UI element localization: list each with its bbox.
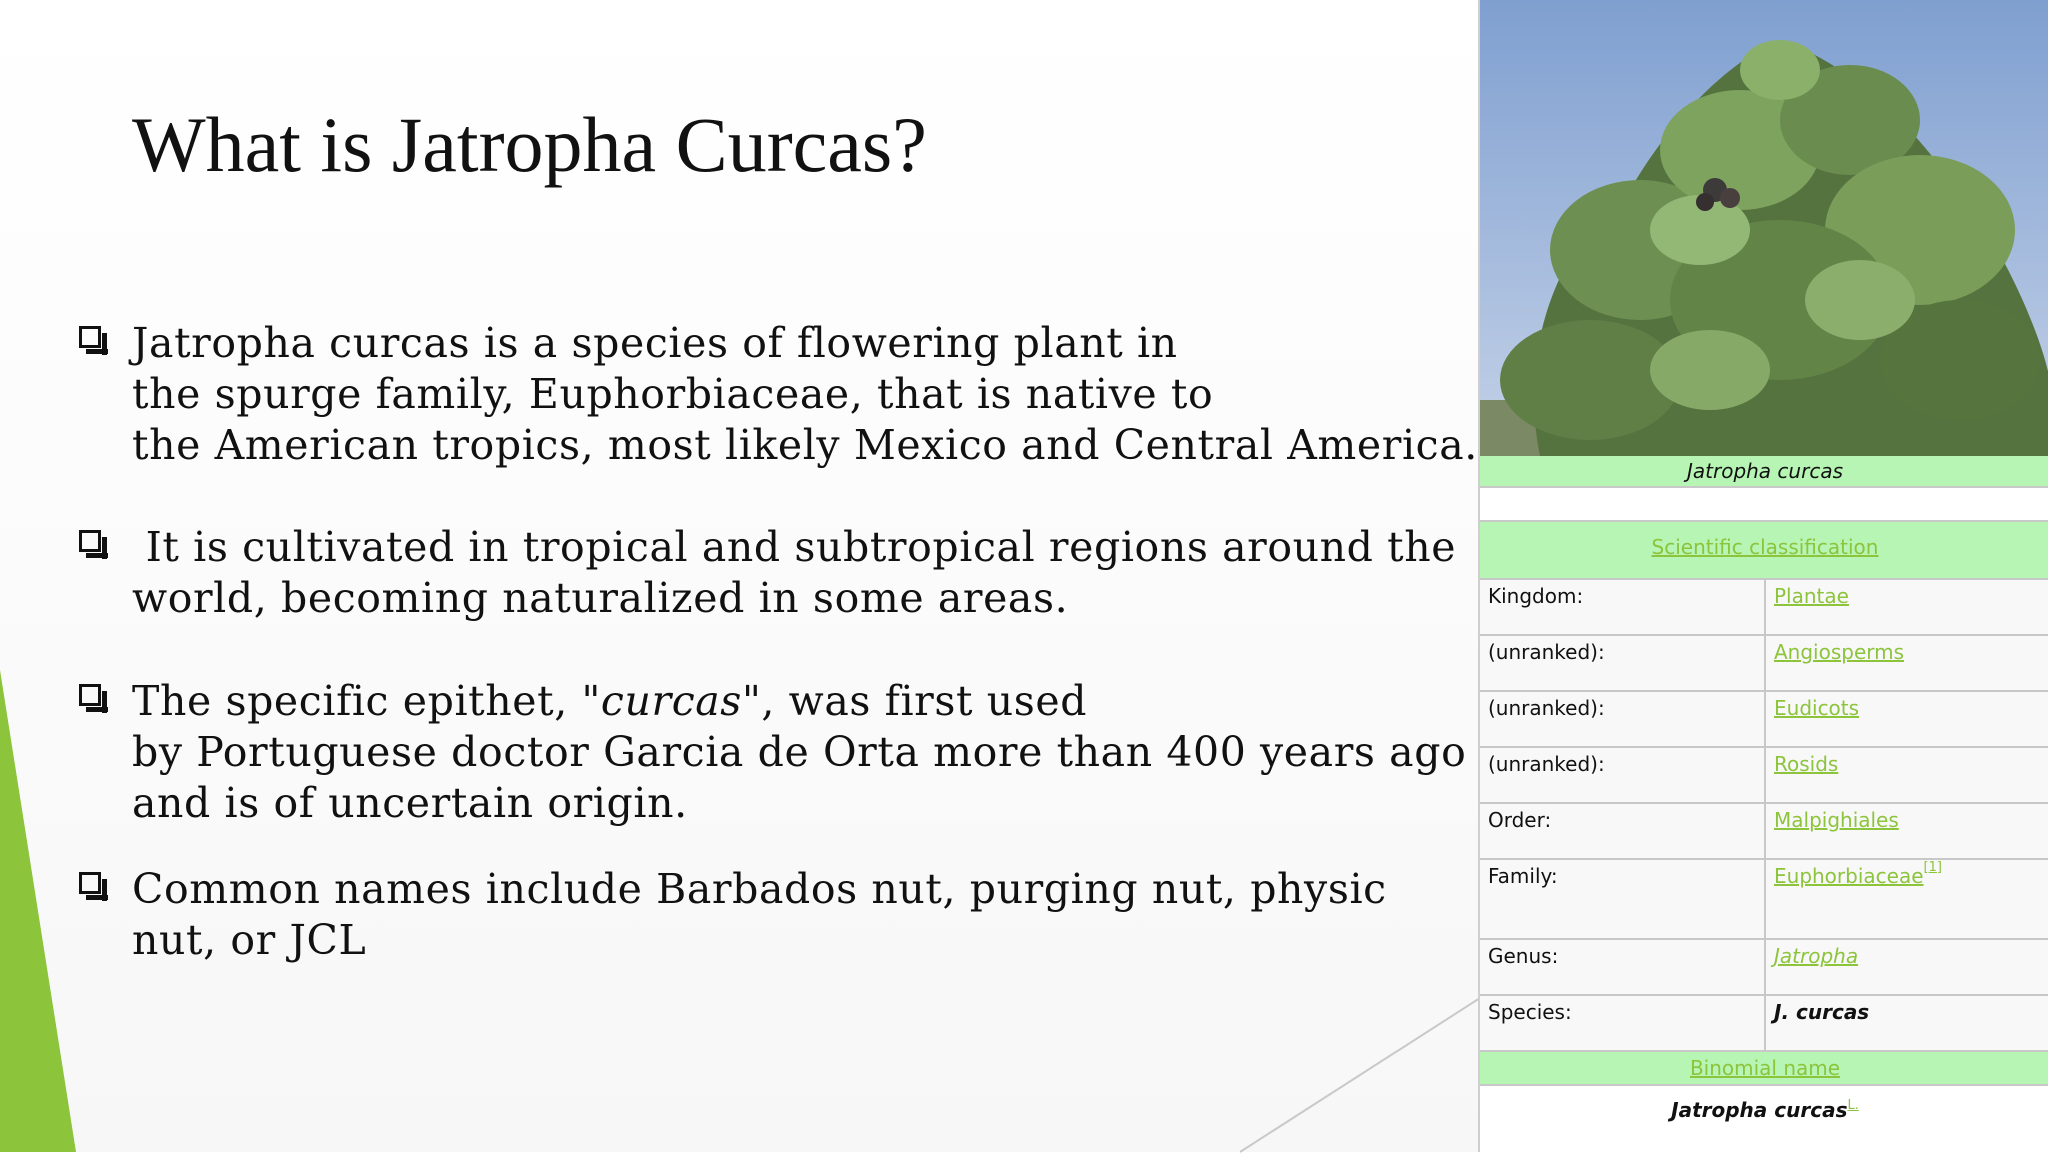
checkbox-bullet-icon bbox=[79, 684, 101, 706]
bullet-text bbox=[132, 864, 1387, 966]
classification-link[interactable]: Scientific classification bbox=[1651, 535, 1879, 559]
bullet-fragment: , was first used bbox=[761, 677, 1088, 725]
epithet-term: "curcas" bbox=[581, 677, 762, 725]
table-row bbox=[1480, 692, 2048, 748]
infobox-spacer bbox=[1480, 488, 2048, 522]
row-value-link[interactable]: Rosids bbox=[1774, 752, 1839, 776]
table-row bbox=[1480, 636, 2048, 692]
bullet-line: It is cultivated in tropical and subtropical regions around the bbox=[132, 523, 1457, 571]
row-label: (unranked): bbox=[1488, 752, 1605, 776]
cell-divider bbox=[1764, 580, 1766, 634]
binomial-authority-link[interactable]: L. bbox=[1847, 1098, 1859, 1113]
row-value-link[interactable]: Malpighiales bbox=[1774, 808, 1899, 832]
binomial-value bbox=[1480, 1086, 2048, 1152]
cell-divider bbox=[1764, 636, 1766, 690]
checkbox-bullet-icon bbox=[79, 872, 101, 894]
row-value-link[interactable]: Plantae bbox=[1774, 584, 1849, 608]
bullet-line: Jatropha curcas is a species of flowering plant in bbox=[132, 319, 1178, 367]
checkbox-bullet-icon bbox=[79, 326, 101, 348]
row-value-link[interactable]: Angiosperms bbox=[1774, 640, 1905, 664]
row-label: Family: bbox=[1488, 864, 1558, 888]
row-value bbox=[1774, 860, 1942, 888]
bullet-line: Common names include Barbados nut, purging nut, physic bbox=[132, 865, 1387, 913]
species-value: J. curcas bbox=[1774, 1000, 1870, 1024]
bullet-line: and is of uncertain origin. bbox=[132, 779, 688, 827]
bullet-text bbox=[132, 522, 1456, 624]
cell-divider bbox=[1764, 804, 1766, 858]
table-row bbox=[1480, 580, 2048, 636]
infobox-caption: Jatropha curcas bbox=[1480, 456, 2048, 488]
table-row bbox=[1480, 804, 2048, 860]
row-value-link[interactable]: Eudicots bbox=[1774, 696, 1860, 720]
bullet-text bbox=[132, 676, 1466, 829]
table-row bbox=[1480, 940, 2048, 996]
bullet-line: nut, or JCL bbox=[132, 916, 367, 964]
cell-divider bbox=[1764, 748, 1766, 802]
cell-divider bbox=[1764, 692, 1766, 746]
row-label: Genus: bbox=[1488, 944, 1559, 968]
bullet-fragment: The specific epithet, bbox=[132, 677, 582, 725]
row-label: Order: bbox=[1488, 808, 1552, 832]
bullet-line: the spurge family, Euphorbiaceae, that is native to bbox=[132, 370, 1214, 418]
binomial-name: Jatropha curcas bbox=[1671, 1098, 1848, 1122]
table-row bbox=[1480, 860, 2048, 940]
bullet-line: by Portuguese doctor Garcia de Orta more than 400 years ago bbox=[132, 728, 1467, 776]
bullet-text bbox=[132, 318, 1478, 471]
bullet-line: the American tropics, most likely Mexico and Central America. bbox=[132, 421, 1478, 469]
checkbox-bullet-icon bbox=[79, 530, 101, 552]
bullet-line bbox=[132, 676, 1466, 727]
row-label: Kingdom: bbox=[1488, 584, 1584, 608]
row-label: (unranked): bbox=[1488, 640, 1605, 664]
row-value-link[interactable]: Euphorbiaceae bbox=[1774, 864, 1924, 888]
row-label: (unranked): bbox=[1488, 696, 1605, 720]
slide-title: What is Jatropha Curcas? bbox=[132, 101, 927, 188]
binomial-link[interactable]: Binomial name bbox=[1689, 1056, 1841, 1080]
plant-photo bbox=[1480, 0, 2048, 456]
cell-divider bbox=[1764, 860, 1766, 938]
table-row bbox=[1480, 748, 2048, 804]
bullet-line: world, becoming naturalized in some areas. bbox=[132, 574, 1069, 622]
citation-link[interactable]: [1] bbox=[1923, 860, 1942, 875]
infobox-panel bbox=[1478, 0, 2048, 1152]
binomial-heading bbox=[1480, 1052, 2048, 1086]
table-row bbox=[1480, 996, 2048, 1052]
row-value-link[interactable]: Jatropha bbox=[1774, 944, 1859, 968]
cell-divider bbox=[1764, 940, 1766, 994]
classification-heading bbox=[1480, 522, 2048, 580]
decorative-line bbox=[1240, 990, 1500, 1160]
cell-divider bbox=[1764, 996, 1766, 1050]
row-label: Species: bbox=[1488, 1000, 1572, 1024]
accent-triangle bbox=[0, 0, 80, 1152]
